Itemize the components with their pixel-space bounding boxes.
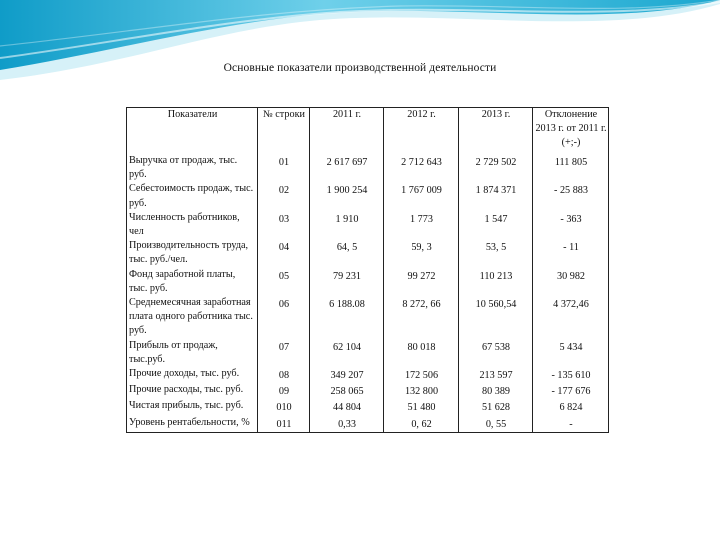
- line-number: 01: [258, 154, 310, 182]
- indicator-name: Прибыль от продаж, тыс.руб.: [127, 339, 258, 367]
- deviation: 6 824: [533, 399, 609, 415]
- indicators-table: [126, 107, 609, 433]
- value-2013: 1 874 371: [459, 182, 533, 210]
- value-2011: 2 617 697: [310, 154, 384, 182]
- value-2013: 51 628: [459, 399, 533, 415]
- slide-title: Основные показатели производственной деятельности: [223, 62, 497, 74]
- table-row: [127, 239, 609, 267]
- deviation: 4 372,46: [533, 296, 609, 339]
- value-2013: 10 560,54: [459, 296, 533, 339]
- header-indicator: Показатели: [127, 108, 258, 155]
- value-2013: 1 547: [459, 211, 533, 239]
- value-2011: 258 065: [310, 383, 384, 399]
- indicator-name: Чистая прибыль, тыс. руб.: [127, 399, 258, 415]
- indicator-name: Среднемесячная заработная плата одного работника тыс. руб.: [127, 296, 258, 339]
- value-2013: 53, 5: [459, 239, 533, 267]
- value-2013: 2 729 502: [459, 154, 533, 182]
- value-2011: 44 804: [310, 399, 384, 415]
- table-row: [127, 416, 609, 433]
- indicator-name: Фонд заработной платы, тыс. руб.: [127, 268, 258, 296]
- line-number: 010: [258, 399, 310, 415]
- table-header-row: [127, 108, 609, 155]
- line-number: 03: [258, 211, 310, 239]
- value-2011: 1 910: [310, 211, 384, 239]
- deviation: - 25 883: [533, 182, 609, 210]
- value-2011: 0,33: [310, 416, 384, 433]
- header-2012: 2012 г.: [384, 108, 459, 155]
- deviation: -: [533, 416, 609, 433]
- line-number: 02: [258, 182, 310, 210]
- header-line-number: № строки: [258, 108, 310, 155]
- table-row: [127, 268, 609, 296]
- line-number: 09: [258, 383, 310, 399]
- line-number: 05: [258, 268, 310, 296]
- indicators-table-body: [127, 108, 609, 433]
- indicator-name: Уровень рентабельности, %: [127, 416, 258, 433]
- table-row: [127, 367, 609, 383]
- deviation: 5 434: [533, 339, 609, 367]
- indicator-name: Прочие доходы, тыс. руб.: [127, 367, 258, 383]
- indicator-name: Производительность труда, тыс. руб./чел.: [127, 239, 258, 267]
- table-row: [127, 296, 609, 339]
- deviation: - 135 610: [533, 367, 609, 383]
- value-2011: 62 104: [310, 339, 384, 367]
- line-number: 04: [258, 239, 310, 267]
- deviation: - 11: [533, 239, 609, 267]
- header-2011: 2011 г.: [310, 108, 384, 155]
- table-row: [127, 383, 609, 399]
- value-2012: 172 506: [384, 367, 459, 383]
- table-row: [127, 154, 609, 182]
- value-2012: 51 480: [384, 399, 459, 415]
- value-2011: 349 207: [310, 367, 384, 383]
- table-row: [127, 339, 609, 367]
- deviation: 30 982: [533, 268, 609, 296]
- value-2012: 2 712 643: [384, 154, 459, 182]
- table-row: [127, 182, 609, 210]
- line-number: 011: [258, 416, 310, 433]
- value-2011: 79 231: [310, 268, 384, 296]
- value-2013: 213 597: [459, 367, 533, 383]
- indicator-name: Себестоимость продаж, тыс. руб.: [127, 182, 258, 210]
- value-2012: 80 018: [384, 339, 459, 367]
- value-2012: 8 272, 66: [384, 296, 459, 339]
- value-2011: 6 188.08: [310, 296, 384, 339]
- value-2012: 0, 62: [384, 416, 459, 433]
- value-2013: 80 389: [459, 383, 533, 399]
- value-2012: 1 767 009: [384, 182, 459, 210]
- deviation: - 177 676: [533, 383, 609, 399]
- line-number: 08: [258, 367, 310, 383]
- indicator-name: Прочие расходы, тыс. руб.: [127, 383, 258, 399]
- value-2012: 1 773: [384, 211, 459, 239]
- value-2011: 1 900 254: [310, 182, 384, 210]
- header-2013: 2013 г.: [459, 108, 533, 155]
- table-row: [127, 399, 609, 415]
- deviation: 111 805: [533, 154, 609, 182]
- value-2011: 64, 5: [310, 239, 384, 267]
- value-2012: 59, 3: [384, 239, 459, 267]
- value-2012: 99 272: [384, 268, 459, 296]
- indicator-name: Выручка от продаж, тыс. руб.: [127, 154, 258, 182]
- indicator-name: Численность работников, чел: [127, 211, 258, 239]
- value-2013: 0, 55: [459, 416, 533, 433]
- value-2013: 67 538: [459, 339, 533, 367]
- line-number: 07: [258, 339, 310, 367]
- table-row: [127, 211, 609, 239]
- value-2012: 132 800: [384, 383, 459, 399]
- header-deviation: Отклонение 2013 г. от 2011 г.(+;-): [533, 108, 609, 155]
- deviation: - 363: [533, 211, 609, 239]
- line-number: 06: [258, 296, 310, 339]
- value-2013: 110 213: [459, 268, 533, 296]
